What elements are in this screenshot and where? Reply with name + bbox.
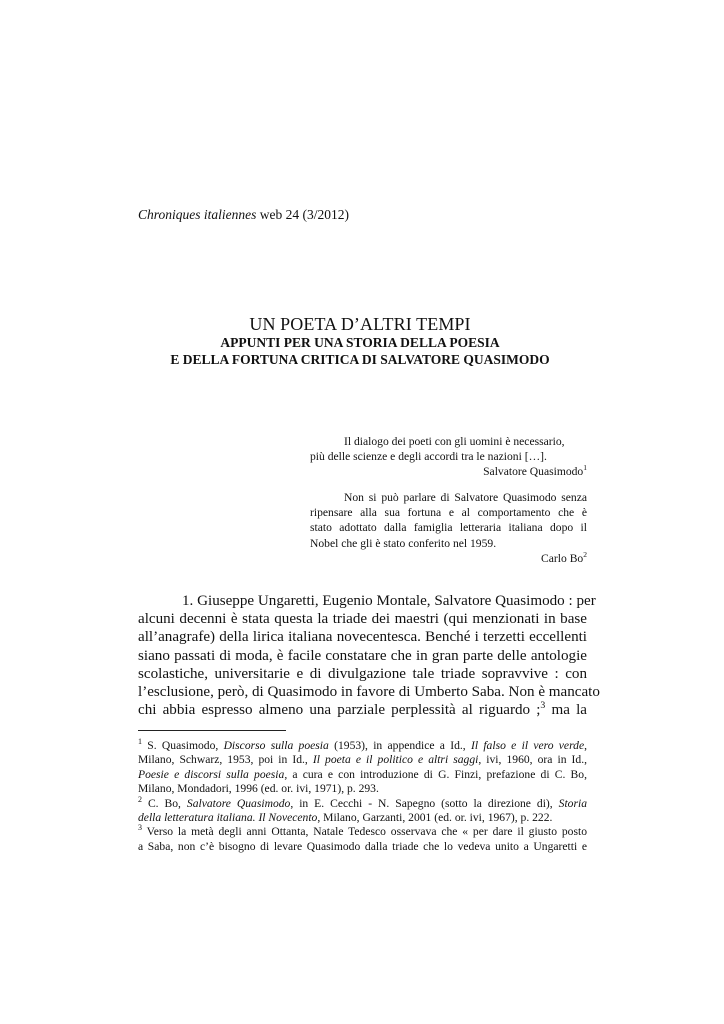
footnote-text: (1953), in appendice a Id.,	[328, 739, 471, 752]
footnote-1-line	[138, 739, 587, 753]
epigraph-quasimodo	[310, 434, 587, 480]
footnote-ref: 3	[540, 700, 546, 712]
footnote-separator	[138, 730, 286, 731]
body-paragraph	[138, 592, 600, 719]
footnote-2-line	[138, 811, 587, 825]
footnote-title: Salvatore Quasimodo	[186, 796, 291, 810]
epigraph-line: Nobel che gli è stato conferito nel 1959.	[310, 536, 497, 550]
footnote-title: Discorso sulla poesia	[223, 739, 329, 752]
footnote-title: Poesie e discorsi sulla poesia	[138, 767, 285, 781]
footnote-1-line	[138, 768, 587, 782]
footnote-title: Storia	[558, 796, 587, 810]
body-line-text: ma la	[545, 702, 587, 719]
body-line-text: chi abbia espresso almeno una parziale perplessità al riguardo ;	[138, 702, 541, 719]
footnote-2-line	[138, 794, 587, 811]
epigraph-author: Salvatore Quasimodo	[483, 465, 584, 479]
footnote-text: , Milano, Garzanti, 2001 (ed. or. ivi, 1967), p. 222.	[317, 811, 553, 825]
footnote-title: Il poeta e il politico e altri saggi	[312, 753, 479, 767]
article-subtitle-line-1: APPUNTI PER UNA STORIA DELLA POESIA	[220, 335, 500, 350]
footnotes	[138, 739, 587, 854]
footnote-text: ,	[584, 739, 588, 752]
article-subtitle-line-2: E DELLA FORTUNA CRITICA DI SALVATORE QUASIMODO	[170, 352, 550, 367]
body-line	[138, 701, 587, 719]
footnote-title: Il falso e il vero verde	[470, 739, 585, 752]
footnote-text: S. Quasimodo,	[142, 739, 224, 752]
epigraph-line: Non si può parlare di Salvatore Quasimodo senza	[344, 491, 587, 504]
footnote-text: , a cura e con introduzione di G. Finzi, prefazione di C. Bo,	[284, 767, 587, 781]
issue-number: web 24 (3/2012)	[256, 207, 349, 222]
footnote-number: 2	[138, 794, 142, 804]
footnote-text: Milano, Schwarz, 1953, poi in Id.,	[138, 753, 313, 767]
epigraph-line: Il dialogo dei poeti con gli uomini è necessario,	[344, 435, 565, 448]
journal-name: Chroniques italiennes	[138, 207, 257, 222]
article-title-block	[110, 314, 610, 368]
epigraph-bo	[310, 490, 587, 566]
footnote-1-line	[138, 753, 587, 767]
footnote-text: , ivi, 1960, ora in Id.,	[478, 753, 587, 767]
epigraph-line: più delle scienze e degli accordi tra le nazioni […].	[310, 450, 547, 464]
footnote-number: 1	[138, 737, 142, 747]
body-line: alcuni decenni è stata questa la triade dei maestri (qui menzionati in base	[138, 611, 587, 628]
footnote-3-line: a Saba, non c’è bisogno di levare Quasimodo dalla triade che lo vedeva unito a Ungaretti e	[138, 839, 587, 853]
footnote-3-line	[138, 825, 587, 839]
epigraph-line: ripensare alla sua fortuna e al comportamento che è	[310, 506, 587, 520]
epigraph-attribution	[310, 551, 587, 566]
footnote-text: Verso la metà degli anni Ottanta, Natale Tedesco osservava che « per dare il giusto posto	[142, 825, 587, 839]
running-header	[138, 207, 349, 223]
footnote-ref: 2	[583, 549, 587, 559]
body-line: all’anagrafe) della lirica italiana novecentesca. Benché i terzetti eccellenti	[138, 629, 587, 646]
epigraph-line: stato adottato dalla famiglia letteraria italiana dopo il	[310, 521, 587, 535]
epigraph-attribution	[310, 464, 587, 479]
footnote-1-line: Milano, Mondadori, 1996 (ed. or. ivi, 1971), p. 293.	[138, 782, 379, 796]
body-line: siano passati di moda, è facile constatare che in gran parte delle antologie	[138, 647, 587, 664]
article-title: UN POETA D’ALTRI TEMPI	[249, 314, 471, 334]
body-line: scolastiche, universitarie e di divulgazione tale triade sopravvive : con	[138, 665, 587, 682]
body-line: 1. Giuseppe Ungaretti, Eugenio Montale, Salvatore Quasimodo : per	[182, 593, 596, 609]
epigraph-author: Carlo Bo	[541, 551, 584, 565]
footnote-text: , in E. Cecchi - N. Sapegno (sotto la direzione di),	[290, 796, 559, 810]
footnote-number: 3	[138, 823, 142, 833]
body-line: l’esclusione, però, di Quasimodo in favore di Umberto Saba. Non è mancato	[138, 684, 600, 701]
footnote-title: della letteratura italiana. Il Novecento	[138, 811, 318, 825]
footnote-text: C. Bo,	[142, 796, 187, 810]
footnote-ref: 1	[583, 463, 587, 473]
